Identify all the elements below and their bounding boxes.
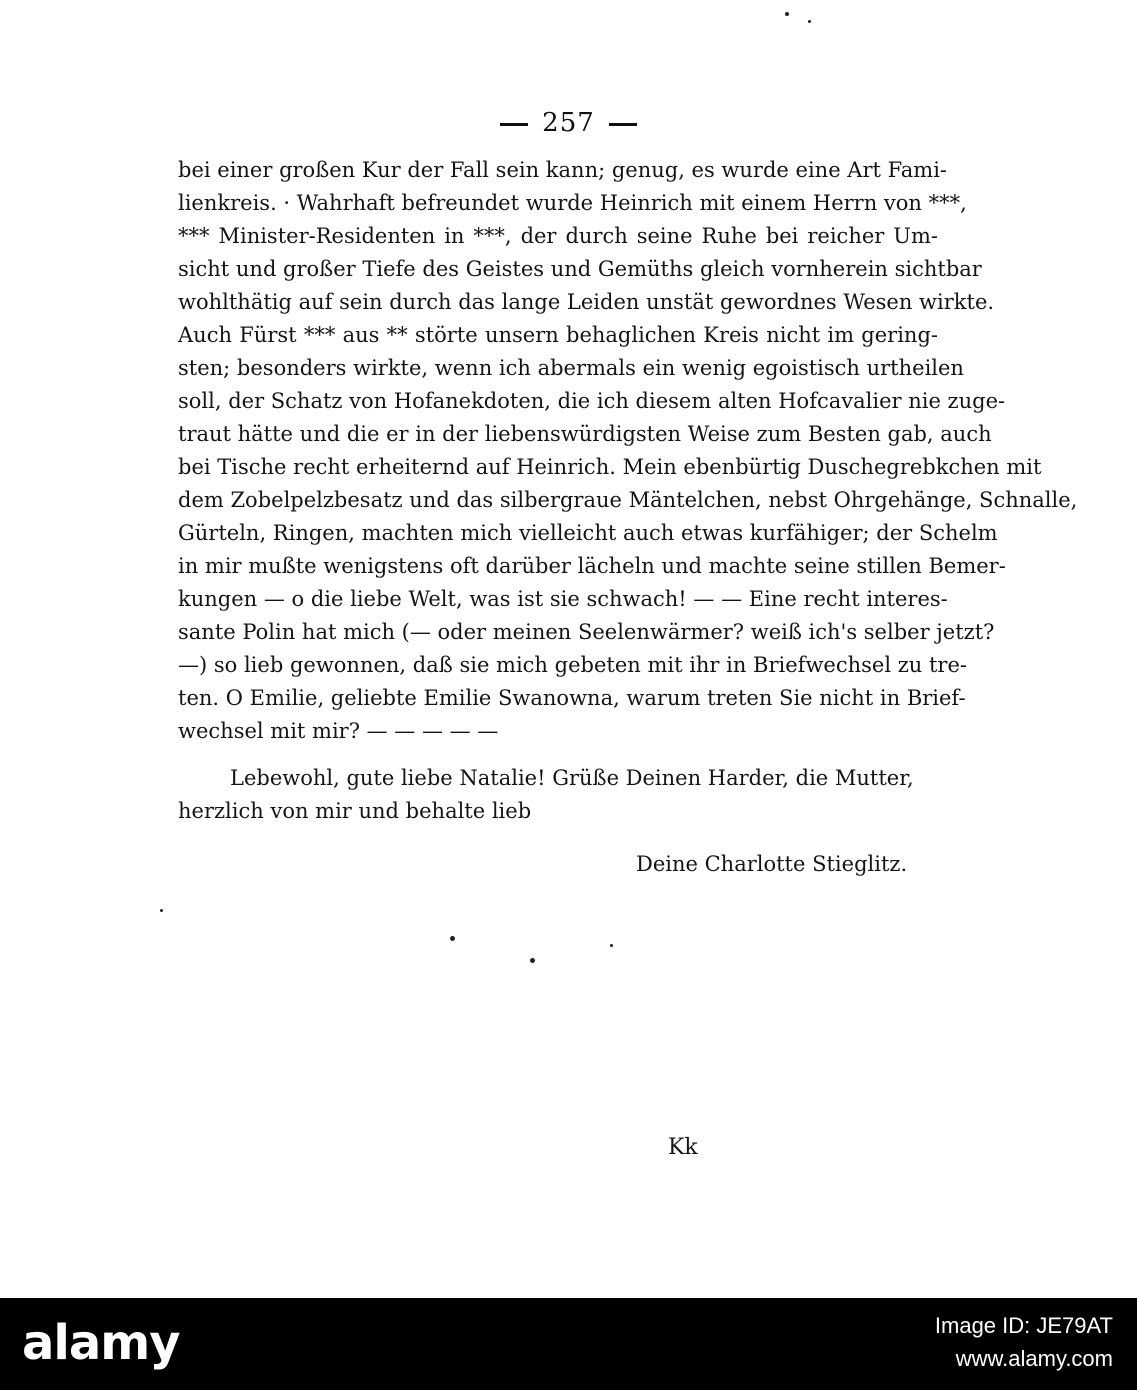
text-line: sten; besonders wirkte, wenn ich abermals ein wenig egoistisch urtheilen xyxy=(178,356,964,380)
signature: Deine Charlotte Stieglitz. xyxy=(636,852,908,876)
text-line: in mir mußte wenigstens oft darüber lächeln und machte seine stillen Bemer- xyxy=(178,554,1006,578)
page-number xyxy=(0,108,1137,138)
dash-left xyxy=(500,123,528,126)
text-line: dem Zobelpelzbesatz und das silbergraue Mäntelchen, nebst Ohrgehänge, Schnalle, xyxy=(178,488,1078,512)
text-line: traut hätte und die er in der liebenswürdigsten Weise zum Besten gab, auch xyxy=(178,422,992,446)
text-line: —) so lieb gewonnen, daß sie mich gebeten mit ihr in Briefwechsel zu tre- xyxy=(178,653,967,677)
text-line: wechsel mit mir? — — — — — xyxy=(178,719,499,743)
text-line: soll, der Schatz von Hofanekdoten, die ich diesem alten Hofcavalier nie zuge- xyxy=(178,389,1006,413)
text-line: kungen — o die liebe Welt, was ist sie schwach! — — Eine recht interes- xyxy=(178,587,948,611)
text-line: lienkreis. · Wahrhaft befreundet wurde Heinrich mit einem Herrn von ***, xyxy=(178,191,967,215)
text-line: ten. O Emilie, geliebte Emilie Swanowna, warum treten Sie nicht in Brief- xyxy=(178,686,966,710)
text-line: Gürteln, Ringen, machten mich vielleicht auch etwas kurfähiger; der Schelm xyxy=(178,521,998,545)
closing-line: Lebewohl, gute liebe Natalie! Grüße Deinen Harder, die Mutter, xyxy=(230,766,914,790)
site-url: www.alamy.com xyxy=(955,1346,1113,1371)
scan-speck xyxy=(808,20,811,23)
scan-speck xyxy=(785,12,789,16)
image-id: Image ID: JE79AT xyxy=(934,1313,1113,1338)
text-line: sicht und großer Tiefe des Geistes und Gemüths gleich vornherein sichtbar xyxy=(178,257,982,281)
text-line: Auch Fürst *** aus ** störte unsern behaglichen Kreis nicht im gering- xyxy=(178,323,938,347)
text-line: sante Polin hat mich (— oder meinen Seelenwärmer? weiß ich's selber jetzt? xyxy=(178,620,995,644)
scan-speck xyxy=(530,958,535,963)
catchword: Kk xyxy=(668,1135,698,1160)
text-line: bei einer großen Kur der Fall sein kann; genug, es wurde eine Art Fami- xyxy=(178,158,948,182)
alamy-logo: alamy xyxy=(22,1315,180,1371)
text-line: bei Tische recht erheiternd auf Heinrich. Mein ebenbürtig Duschegrebkchen mit xyxy=(178,455,1042,479)
scan-speck xyxy=(450,936,455,941)
scan-speck xyxy=(160,909,163,912)
text-line: *** Minister-Residenten in ***, der durch seine Ruhe bei reicher Um- xyxy=(178,224,938,248)
scan-speck xyxy=(610,944,613,947)
closing-line: herzlich von mir und behalte lieb xyxy=(178,799,532,823)
page-number-value: 257 xyxy=(542,108,595,138)
dash-right xyxy=(609,123,637,126)
text-line: wohlthätig auf sein durch das lange Leiden unstät gewordnes Wesen wirkte. xyxy=(178,290,995,314)
